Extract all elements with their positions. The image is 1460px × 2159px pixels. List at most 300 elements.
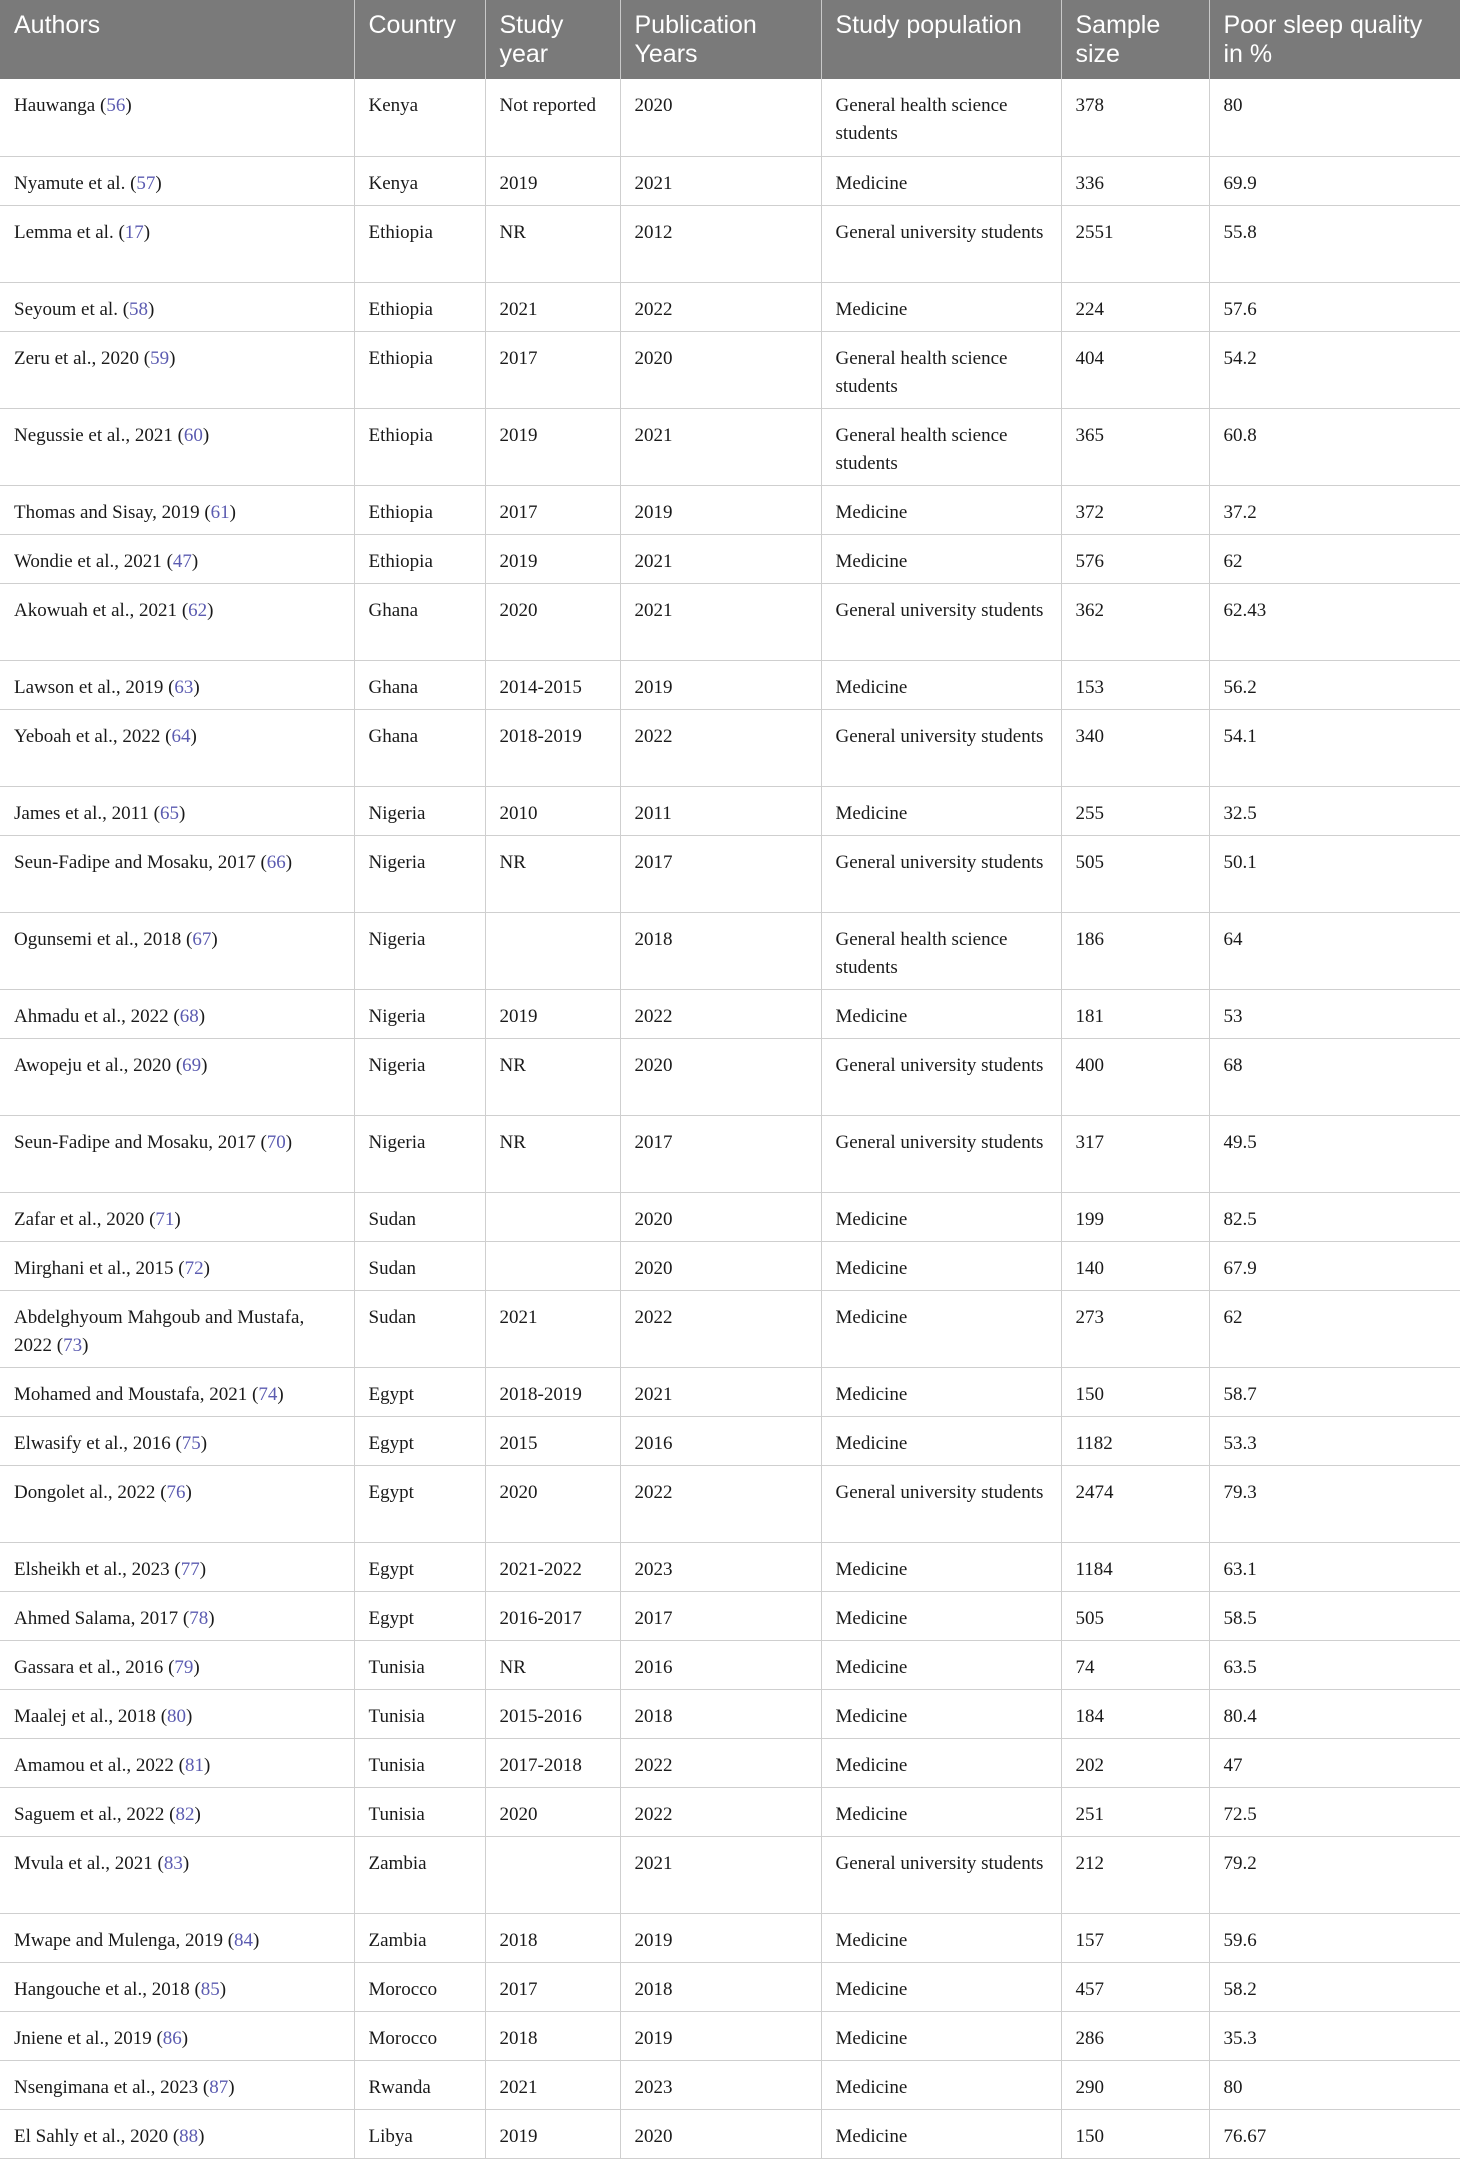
cell-sample-size: 404 [1061,331,1209,408]
table-row [0,534,1460,583]
cell-country: Rwanda [354,2060,485,2109]
author-name: Saguem et al., 2022 [14,1803,165,1825]
reference-link[interactable]: 66 [266,851,286,873]
cell-authors: Thomas and Sisay, 2019 (61) [0,485,354,534]
table-row [0,583,1460,660]
reference-link[interactable]: 79 [174,1656,194,1678]
cell-sample-size: 140 [1061,1241,1209,1290]
cell-study-year: NR [485,1038,620,1115]
cell-study-year: 2018 [485,1913,620,1962]
cell-study-population: Medicine [821,1416,1061,1465]
author-name: Zafar et al., 2020 [14,1208,145,1230]
cell-study-population: General university students [821,709,1061,786]
cell-study-year: 2017 [485,1962,620,2011]
cell-authors: Seun-Fadipe and Mosaku, 2017 (70) [0,1115,354,1192]
author-name: El Sahly et al., 2020 [14,2125,169,2147]
author-name: Seyoum et al. [14,298,118,320]
table-row [0,1836,1460,1913]
author-name: Nsengimana et al., 2023 [14,2076,199,2098]
cell-sample-size: 365 [1061,408,1209,485]
reference-link[interactable]: 75 [181,1432,201,1454]
cell-study-year: Not reported [485,79,620,156]
cell-authors: Mwape and Mulenga, 2019 (84) [0,1913,354,1962]
cell-country: Nigeria [354,786,485,835]
cell-authors: Saguem et al., 2022 (82) [0,1787,354,1836]
reference-link[interactable]: 87 [209,2076,229,2098]
cell-study-population: General university students [821,1836,1061,1913]
cell-study-population: Medicine [821,989,1061,1038]
cell-study-year: 2021 [485,282,620,331]
table-row [0,79,1460,156]
cell-publication-year: 2018 [620,1962,821,2011]
table-row [0,989,1460,1038]
cell-study-year [485,1241,620,1290]
cell-study-year [485,1192,620,1241]
cell-authors: Nyamute et al. (57) [0,156,354,205]
reference-link[interactable]: 65 [159,802,179,824]
cell-poor-sleep-quality: 58.5 [1209,1591,1460,1640]
cell-authors: Dongolet al., 2022 (76) [0,1465,354,1542]
table-row [0,1367,1460,1416]
table-header [0,0,1460,79]
cell-poor-sleep-quality: 59.6 [1209,1913,1460,1962]
cell-sample-size: 186 [1061,912,1209,989]
cell-study-year: 2017 [485,485,620,534]
cell-sample-size: 340 [1061,709,1209,786]
cell-country: Nigeria [354,835,485,912]
cell-study-year: 2016-2017 [485,1591,620,1640]
cell-study-year: 2021 [485,1290,620,1367]
cell-publication-year: 2021 [620,408,821,485]
cell-publication-year: 2022 [620,1738,821,1787]
cell-country: Sudan [354,1241,485,1290]
reference-link[interactable]: 57 [136,172,156,194]
table-row [0,1038,1460,1115]
cell-study-year: 2017 [485,331,620,408]
table-row [0,1542,1460,1591]
reference-link[interactable]: 71 [155,1208,175,1230]
cell-study-population: Medicine [821,1738,1061,1787]
cell-poor-sleep-quality: 35.3 [1209,2011,1460,2060]
cell-poor-sleep-quality: 32.5 [1209,786,1460,835]
reference-link[interactable]: 84 [234,1929,254,1951]
author-name: Awopeju et al., 2020 [14,1054,172,1076]
cell-sample-size: 400 [1061,1038,1209,1115]
reference-link[interactable]: 68 [179,1005,199,1027]
cell-study-population: Medicine [821,2109,1061,2158]
cell-sample-size: 290 [1061,2060,1209,2109]
cell-study-year: NR [485,205,620,282]
author-name: Seun-Fadipe and Mosaku, 2017 [14,1131,256,1153]
cell-study-population: Medicine [821,1367,1061,1416]
author-name: Lemma et al. [14,221,114,243]
reference-link[interactable]: 67 [192,928,212,950]
cell-poor-sleep-quality: 56.2 [1209,660,1460,709]
cell-publication-year: 2020 [620,1241,821,1290]
cell-country: Tunisia [354,1689,485,1738]
cell-country: Ethiopia [354,205,485,282]
cell-poor-sleep-quality: 67.9 [1209,1241,1460,1290]
cell-authors: Ahmadu et al., 2022 (68) [0,989,354,1038]
cell-study-population: General university students [821,835,1061,912]
cell-poor-sleep-quality: 80.4 [1209,1689,1460,1738]
author-name: Elwasify et al., 2016 [14,1432,171,1454]
cell-authors: Lawson et al., 2019 (63) [0,660,354,709]
table-row [0,1689,1460,1738]
cell-study-year: 2020 [485,1465,620,1542]
cell-study-year: 2018-2019 [485,709,620,786]
author-name: Ahmed Salama, 2017 [14,1607,179,1629]
cell-publication-year: 2022 [620,709,821,786]
cell-country: Morocco [354,1962,485,2011]
header-study-population: Study population [821,0,1061,79]
reference-link[interactable]: 56 [106,95,126,116]
cell-study-year: 2019 [485,534,620,583]
cell-country: Tunisia [354,1787,485,1836]
table-row [0,1640,1460,1689]
table-row [0,835,1460,912]
cell-poor-sleep-quality: 69.9 [1209,156,1460,205]
table-row [0,912,1460,989]
cell-sample-size: 153 [1061,660,1209,709]
table-body [0,79,1460,2158]
cell-study-year: 2014-2015 [485,660,620,709]
cell-poor-sleep-quality: 58.2 [1209,1962,1460,2011]
cell-study-year: 2010 [485,786,620,835]
cell-authors: Zafar et al., 2020 (71) [0,1192,354,1241]
cell-poor-sleep-quality: 63.1 [1209,1542,1460,1591]
cell-study-population: General health science students [821,331,1061,408]
cell-publication-year: 2022 [620,989,821,1038]
table-row [0,1115,1460,1192]
cell-publication-year: 2021 [620,1836,821,1913]
cell-poor-sleep-quality: 47 [1209,1738,1460,1787]
cell-poor-sleep-quality: 76.67 [1209,2109,1460,2158]
cell-study-population: Medicine [821,1640,1061,1689]
author-name: Amamou et al., 2022 [14,1754,174,1776]
cell-sample-size: 372 [1061,485,1209,534]
cell-country: Kenya [354,156,485,205]
cell-publication-year: 2022 [620,1290,821,1367]
table-row [0,1738,1460,1787]
cell-study-year: 2015 [485,1416,620,1465]
cell-study-year: NR [485,1640,620,1689]
cell-country: Nigeria [354,912,485,989]
cell-study-population: Medicine [821,1542,1061,1591]
header-poor-sleep-quality: Poor sleep quality in % [1209,0,1460,79]
cell-country: Ethiopia [354,408,485,485]
cell-study-year: 2017-2018 [485,1738,620,1787]
cell-authors: Seun-Fadipe and Mosaku, 2017 (66) [0,835,354,912]
cell-authors: Mvula et al., 2021 (83) [0,1836,354,1913]
cell-publication-year: 2019 [620,485,821,534]
cell-study-population: Medicine [821,2060,1061,2109]
reference-link[interactable]: 63 [174,676,194,698]
cell-country: Ghana [354,709,485,786]
cell-authors: Ahmed Salama, 2017 (78) [0,1591,354,1640]
author-name: Akowuah et al., 2021 [14,599,178,621]
cell-country: Egypt [354,1591,485,1640]
cell-study-population: General university students [821,1038,1061,1115]
cell-authors: Mohamed and Moustafa, 2021 (74) [0,1367,354,1416]
cell-sample-size: 202 [1061,1738,1209,1787]
cell-authors: Mirghani et al., 2015 (72) [0,1241,354,1290]
reference-link[interactable]: 78 [189,1607,209,1629]
cell-poor-sleep-quality: 53 [1209,989,1460,1038]
cell-publication-year: 2017 [620,835,821,912]
cell-country: Ghana [354,660,485,709]
cell-country: Ethiopia [354,485,485,534]
cell-sample-size: 505 [1061,1591,1209,1640]
cell-sample-size: 505 [1061,835,1209,912]
table-row [0,1290,1460,1367]
reference-link[interactable]: 58 [129,298,149,320]
cell-study-year: 2018-2019 [485,1367,620,1416]
cell-poor-sleep-quality: 68 [1209,1038,1460,1115]
cell-study-population: General university students [821,583,1061,660]
table-row [0,1787,1460,1836]
cell-sample-size: 255 [1061,786,1209,835]
table-row [0,331,1460,408]
author-name: Zeru et al., 2020 [14,347,140,369]
reference-link[interactable]: 61 [210,501,230,523]
author-name: Mwape and Mulenga, 2019 [14,1929,223,1951]
cell-publication-year: 2023 [620,1542,821,1591]
cell-study-year [485,912,620,989]
cell-poor-sleep-quality: 57.6 [1209,282,1460,331]
table-row [0,1192,1460,1241]
cell-country: Libya [354,2109,485,2158]
cell-sample-size: 157 [1061,1913,1209,1962]
reference-link[interactable]: 47 [172,550,192,572]
table-row [0,408,1460,485]
cell-sample-size: 212 [1061,1836,1209,1913]
cell-study-population: General university students [821,1465,1061,1542]
reference-link[interactable]: 88 [179,2125,199,2147]
reference-link[interactable]: 73 [63,1334,83,1356]
cell-sample-size: 150 [1061,1367,1209,1416]
cell-study-population: Medicine [821,1192,1061,1241]
cell-study-population: General university students [821,1115,1061,1192]
cell-publication-year: 2020 [620,2109,821,2158]
table-row [0,1416,1460,1465]
cell-poor-sleep-quality: 82.5 [1209,1192,1460,1241]
cell-poor-sleep-quality: 58.7 [1209,1367,1460,1416]
cell-publication-year: 2017 [620,1115,821,1192]
cell-sample-size: 286 [1061,2011,1209,2060]
cell-study-population: Medicine [821,1913,1061,1962]
cell-poor-sleep-quality: 80 [1209,2060,1460,2109]
cell-sample-size: 150 [1061,2109,1209,2158]
reference-link[interactable]: 72 [184,1257,204,1279]
reference-link[interactable]: 70 [266,1131,286,1153]
table-row [0,156,1460,205]
cell-country: Egypt [354,1542,485,1591]
cell-publication-year: 2021 [620,534,821,583]
cell-study-population: General university students [821,205,1061,282]
table-row [0,1962,1460,2011]
cell-study-population: General health science students [821,912,1061,989]
cell-authors: Nsengimana et al., 2023 (87) [0,2060,354,2109]
cell-country: Ethiopia [354,282,485,331]
cell-sample-size: 273 [1061,1290,1209,1367]
cell-publication-year: 2017 [620,1591,821,1640]
table-row [0,2011,1460,2060]
cell-study-population: Medicine [821,1290,1061,1367]
reference-link[interactable]: 74 [258,1383,278,1405]
cell-study-year: 2019 [485,2109,620,2158]
author-name: Gassara et al., 2016 [14,1656,164,1678]
table-row [0,1591,1460,1640]
reference-link[interactable]: 17 [124,221,144,243]
cell-study-year: 2020 [485,583,620,660]
cell-poor-sleep-quality: 63.5 [1209,1640,1460,1689]
cell-sample-size: 2551 [1061,205,1209,282]
reference-link[interactable]: 80 [167,1705,187,1727]
cell-poor-sleep-quality: 64 [1209,912,1460,989]
cell-sample-size: 457 [1061,1962,1209,2011]
author-name: Ahmadu et al., 2022 [14,1005,169,1027]
cell-authors: Ogunsemi et al., 2018 (67) [0,912,354,989]
cell-sample-size: 2474 [1061,1465,1209,1542]
author-name: Jniene et al., 2019 [14,2027,152,2049]
cell-publication-year: 2016 [620,1640,821,1689]
reference-link[interactable]: 82 [175,1803,195,1825]
cell-publication-year: 2018 [620,1689,821,1738]
table-row [0,1241,1460,1290]
reference-link[interactable]: 77 [180,1558,200,1580]
header-authors: Authors [0,0,354,79]
author-name: Mvula et al., 2021 [14,1852,153,1874]
cell-study-year: 2019 [485,989,620,1038]
cell-authors: Jniene et al., 2019 (86) [0,2011,354,2060]
cell-study-population: General health science students [821,408,1061,485]
cell-authors: Amamou et al., 2022 (81) [0,1738,354,1787]
cell-country: Ethiopia [354,534,485,583]
cell-country: Egypt [354,1465,485,1542]
cell-sample-size: 184 [1061,1689,1209,1738]
cell-study-year: 2015-2016 [485,1689,620,1738]
cell-poor-sleep-quality: 79.2 [1209,1836,1460,1913]
cell-country: Sudan [354,1290,485,1367]
cell-study-population: Medicine [821,2011,1061,2060]
table-row [0,2109,1460,2158]
author-name: Negussie et al., 2021 [14,424,173,446]
reference-link[interactable]: 83 [163,1852,183,1874]
cell-sample-size: 362 [1061,583,1209,660]
reference-link[interactable]: 81 [184,1754,204,1776]
table-row [0,709,1460,786]
cell-poor-sleep-quality: 55.8 [1209,205,1460,282]
author-name: Lawson et al., 2019 [14,676,164,698]
author-name: Hangouche et al., 2018 [14,1978,190,2000]
cell-authors: Akowuah et al., 2021 (62) [0,583,354,660]
reference-link[interactable]: 76 [166,1481,186,1503]
cell-country: Tunisia [354,1738,485,1787]
table-row [0,282,1460,331]
cell-country: Nigeria [354,989,485,1038]
author-name: Seun-Fadipe and Mosaku, 2017 [14,851,256,873]
cell-poor-sleep-quality: 37.2 [1209,485,1460,534]
cell-sample-size: 317 [1061,1115,1209,1192]
header-sample-size: Sample size [1061,0,1209,79]
reference-link[interactable]: 69 [182,1054,202,1076]
cell-study-year: 2020 [485,1787,620,1836]
header-country: Country [354,0,485,79]
author-name: Dongolet al., 2022 [14,1481,156,1503]
cell-publication-year: 2022 [620,1787,821,1836]
cell-study-year: 2021 [485,2060,620,2109]
header-study-year: Study year [485,0,620,79]
cell-poor-sleep-quality: 62 [1209,534,1460,583]
reference-link[interactable]: 86 [162,2027,182,2049]
author-name: Elsheikh et al., 2023 [14,1558,170,1580]
cell-poor-sleep-quality: 54.2 [1209,331,1460,408]
cell-study-population: Medicine [821,1689,1061,1738]
cell-study-year: 2021-2022 [485,1542,620,1591]
cell-publication-year: 2019 [620,2011,821,2060]
cell-sample-size: 181 [1061,989,1209,1038]
cell-study-population: Medicine [821,485,1061,534]
cell-publication-year: 2021 [620,1367,821,1416]
cell-sample-size: 1182 [1061,1416,1209,1465]
author-name: Mirghani et al., 2015 [14,1257,174,1279]
cell-publication-year: 2016 [620,1416,821,1465]
cell-country: Kenya [354,79,485,156]
reference-link[interactable]: 62 [188,599,208,621]
table-row [0,2060,1460,2109]
reference-link[interactable]: 59 [150,347,170,369]
cell-study-population: General health science students [821,79,1061,156]
cell-study-population: Medicine [821,1787,1061,1836]
cell-authors: Lemma et al. (17) [0,205,354,282]
cell-authors: El Sahly et al., 2020 (88) [0,2109,354,2158]
author-name: Hauwanga [14,95,96,116]
cell-study-year: NR [485,835,620,912]
cell-study-population: Medicine [821,1962,1061,2011]
cell-authors: Awopeju et al., 2020 (69) [0,1038,354,1115]
cell-authors: Zeru et al., 2020 (59) [0,331,354,408]
reference-link[interactable]: 64 [171,725,191,747]
table-row [0,786,1460,835]
cell-country: Ethiopia [354,331,485,408]
cell-poor-sleep-quality: 54.1 [1209,709,1460,786]
cell-publication-year: 2020 [620,79,821,156]
cell-sample-size: 251 [1061,1787,1209,1836]
cell-country: Zambia [354,1836,485,1913]
reference-link[interactable]: 85 [200,1978,220,2000]
cell-authors: Wondie et al., 2021 (47) [0,534,354,583]
cell-publication-year: 2020 [620,1038,821,1115]
cell-authors: Abdelghyoum Mahgoub and Mustafa, 2022 (73) [0,1290,354,1367]
cell-publication-year: 2011 [620,786,821,835]
cell-publication-year: 2012 [620,205,821,282]
cell-country: Nigeria [354,1038,485,1115]
cell-authors: Yeboah et al., 2022 (64) [0,709,354,786]
cell-study-population: Medicine [821,534,1061,583]
cell-publication-year: 2022 [620,282,821,331]
cell-authors: Maalej et al., 2018 (80) [0,1689,354,1738]
cell-study-year: 2018 [485,2011,620,2060]
cell-publication-year: 2022 [620,1465,821,1542]
cell-poor-sleep-quality: 79.3 [1209,1465,1460,1542]
cell-publication-year: 2020 [620,1192,821,1241]
author-name: Thomas and Sisay, 2019 [14,501,200,523]
reference-link[interactable]: 60 [183,424,203,446]
cell-sample-size: 224 [1061,282,1209,331]
cell-poor-sleep-quality: 72.5 [1209,1787,1460,1836]
cell-poor-sleep-quality: 62 [1209,1290,1460,1367]
